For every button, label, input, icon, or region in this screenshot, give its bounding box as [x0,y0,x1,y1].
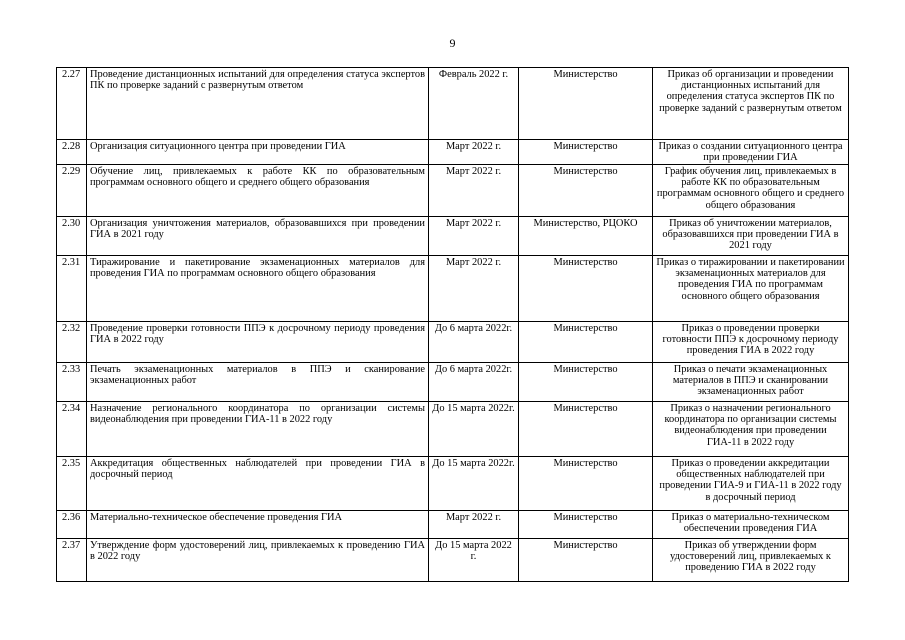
responsible-cell: Министерство [519,402,653,457]
date-cell: Март 2022 г. [429,217,519,256]
document-cell: Приказ об уничтожении материалов, образовавшихся при проведении ГИА в 2021 году [653,217,849,256]
task-cell: Проведение дистанционных испытаний для определения статуса экспертов ПК по проверке заданий с развернутым ответом [87,68,429,140]
date-cell: Март 2022 г. [429,511,519,539]
date-cell: Март 2022 г. [429,165,519,217]
date-cell: Март 2022 г. [429,256,519,322]
task-cell: Тиражирование и пакетирование экзаменационных материалов для проведения ГИА по программам основного общего образования [87,256,429,322]
date-cell: До 15 марта 2022 г. [429,539,519,582]
table-row [57,165,849,217]
responsible-cell: Министерство [519,165,653,217]
table-row [57,217,849,256]
date-cell: Март 2022 г. [429,140,519,165]
item-number: 2.37 [57,539,87,582]
task-cell: Материально-техническое обеспечение проведения ГИА [87,511,429,539]
item-number: 2.30 [57,217,87,256]
responsible-cell: Министерство [519,457,653,511]
item-number: 2.31 [57,256,87,322]
document-cell: Приказ о материально-техническом обеспечении проведения ГИА [653,511,849,539]
table-row [57,140,849,165]
task-cell: Назначение регионального координатора по организации системы видеонаблюдения при проведении ГИА-11 в 2022 году [87,402,429,457]
table-row [57,511,849,539]
document-cell: Приказ о назначении регионального координатора по организации системы видеонаблюдения при проведении ГИА-11 в 2022 году [653,402,849,457]
task-cell: Утверждение форм удостоверений лиц, привлекаемых к проведению ГИА в 2022 году [87,539,429,582]
table-row [57,256,849,322]
task-cell: Обучение лиц, привлекаемых к работе КК по образовательным программам основного общего и среднего общего образования [87,165,429,217]
responsible-cell: Министерство [519,322,653,363]
item-number: 2.34 [57,402,87,457]
table-row [57,363,849,402]
table-row [57,322,849,363]
table-row [57,68,849,140]
document-cell: Приказ об утверждении форм удостоверений лиц, привлекаемых к проведению ГИА в 2022 году [653,539,849,582]
date-cell: До 6 марта 2022г. [429,363,519,402]
responsible-cell: Министерство [519,539,653,582]
task-cell: Печать экзаменационных материалов в ППЭ и сканирование экзаменационных работ [87,363,429,402]
responsible-cell: Министерство, РЦОКО [519,217,653,256]
date-cell: До 15 марта 2022г. [429,402,519,457]
task-cell: Организация уничтожения материалов, образовавшихся при проведении ГИА в 2021 году [87,217,429,256]
item-number: 2.35 [57,457,87,511]
item-number: 2.29 [57,165,87,217]
document-cell: Приказ об организации и проведении дистанционных испытаний для определения статуса экспертов ПК по проверке заданий с развернутым ответом [653,68,849,140]
page-number: 9 [449,36,456,50]
task-cell: Организация ситуационного центра при проведении ГИА [87,140,429,165]
document-cell: График обучения лиц, привлекаемых в работе КК по образовательным программам основного общего и среднего общего образования [653,165,849,217]
responsible-cell: Министерство [519,140,653,165]
item-number: 2.32 [57,322,87,363]
item-number: 2.33 [57,363,87,402]
document-cell: Приказ о создании ситуационного центра при проведении ГИА [653,140,849,165]
item-number: 2.27 [57,68,87,140]
activities-table [56,67,849,582]
document-cell: Приказ о печати экзаменационных материалов в ППЭ и сканировании экзаменационных работ [653,363,849,402]
responsible-cell: Министерство [519,363,653,402]
document-cell: Приказ о тиражировании и пакетировании экзаменационных материалов для проведения ГИА по программам основного общего образования [653,256,849,322]
task-cell: Проведение проверки готовности ППЭ к досрочному периоду проведения ГИА в 2022 году [87,322,429,363]
document-cell: Приказ о проведении проверки готовности ППЭ к досрочному периоду проведения ГИА в 2022 году [653,322,849,363]
responsible-cell: Министерство [519,511,653,539]
task-cell: Аккредитация общественных наблюдателей при проведении ГИА в досрочный период [87,457,429,511]
responsible-cell: Министерство [519,68,653,140]
table-row [57,457,849,511]
date-cell: Февраль 2022 г. [429,68,519,140]
date-cell: До 6 марта 2022г. [429,322,519,363]
date-cell: До 15 марта 2022г. [429,457,519,511]
table-row [57,539,849,582]
responsible-cell: Министерство [519,256,653,322]
item-number: 2.28 [57,140,87,165]
table-row [57,402,849,457]
document-cell: Приказ о проведении аккредитации общественных наблюдателей при проведении ГИА-9 и ГИА-11 в 2022 году в досрочный период [653,457,849,511]
item-number: 2.36 [57,511,87,539]
